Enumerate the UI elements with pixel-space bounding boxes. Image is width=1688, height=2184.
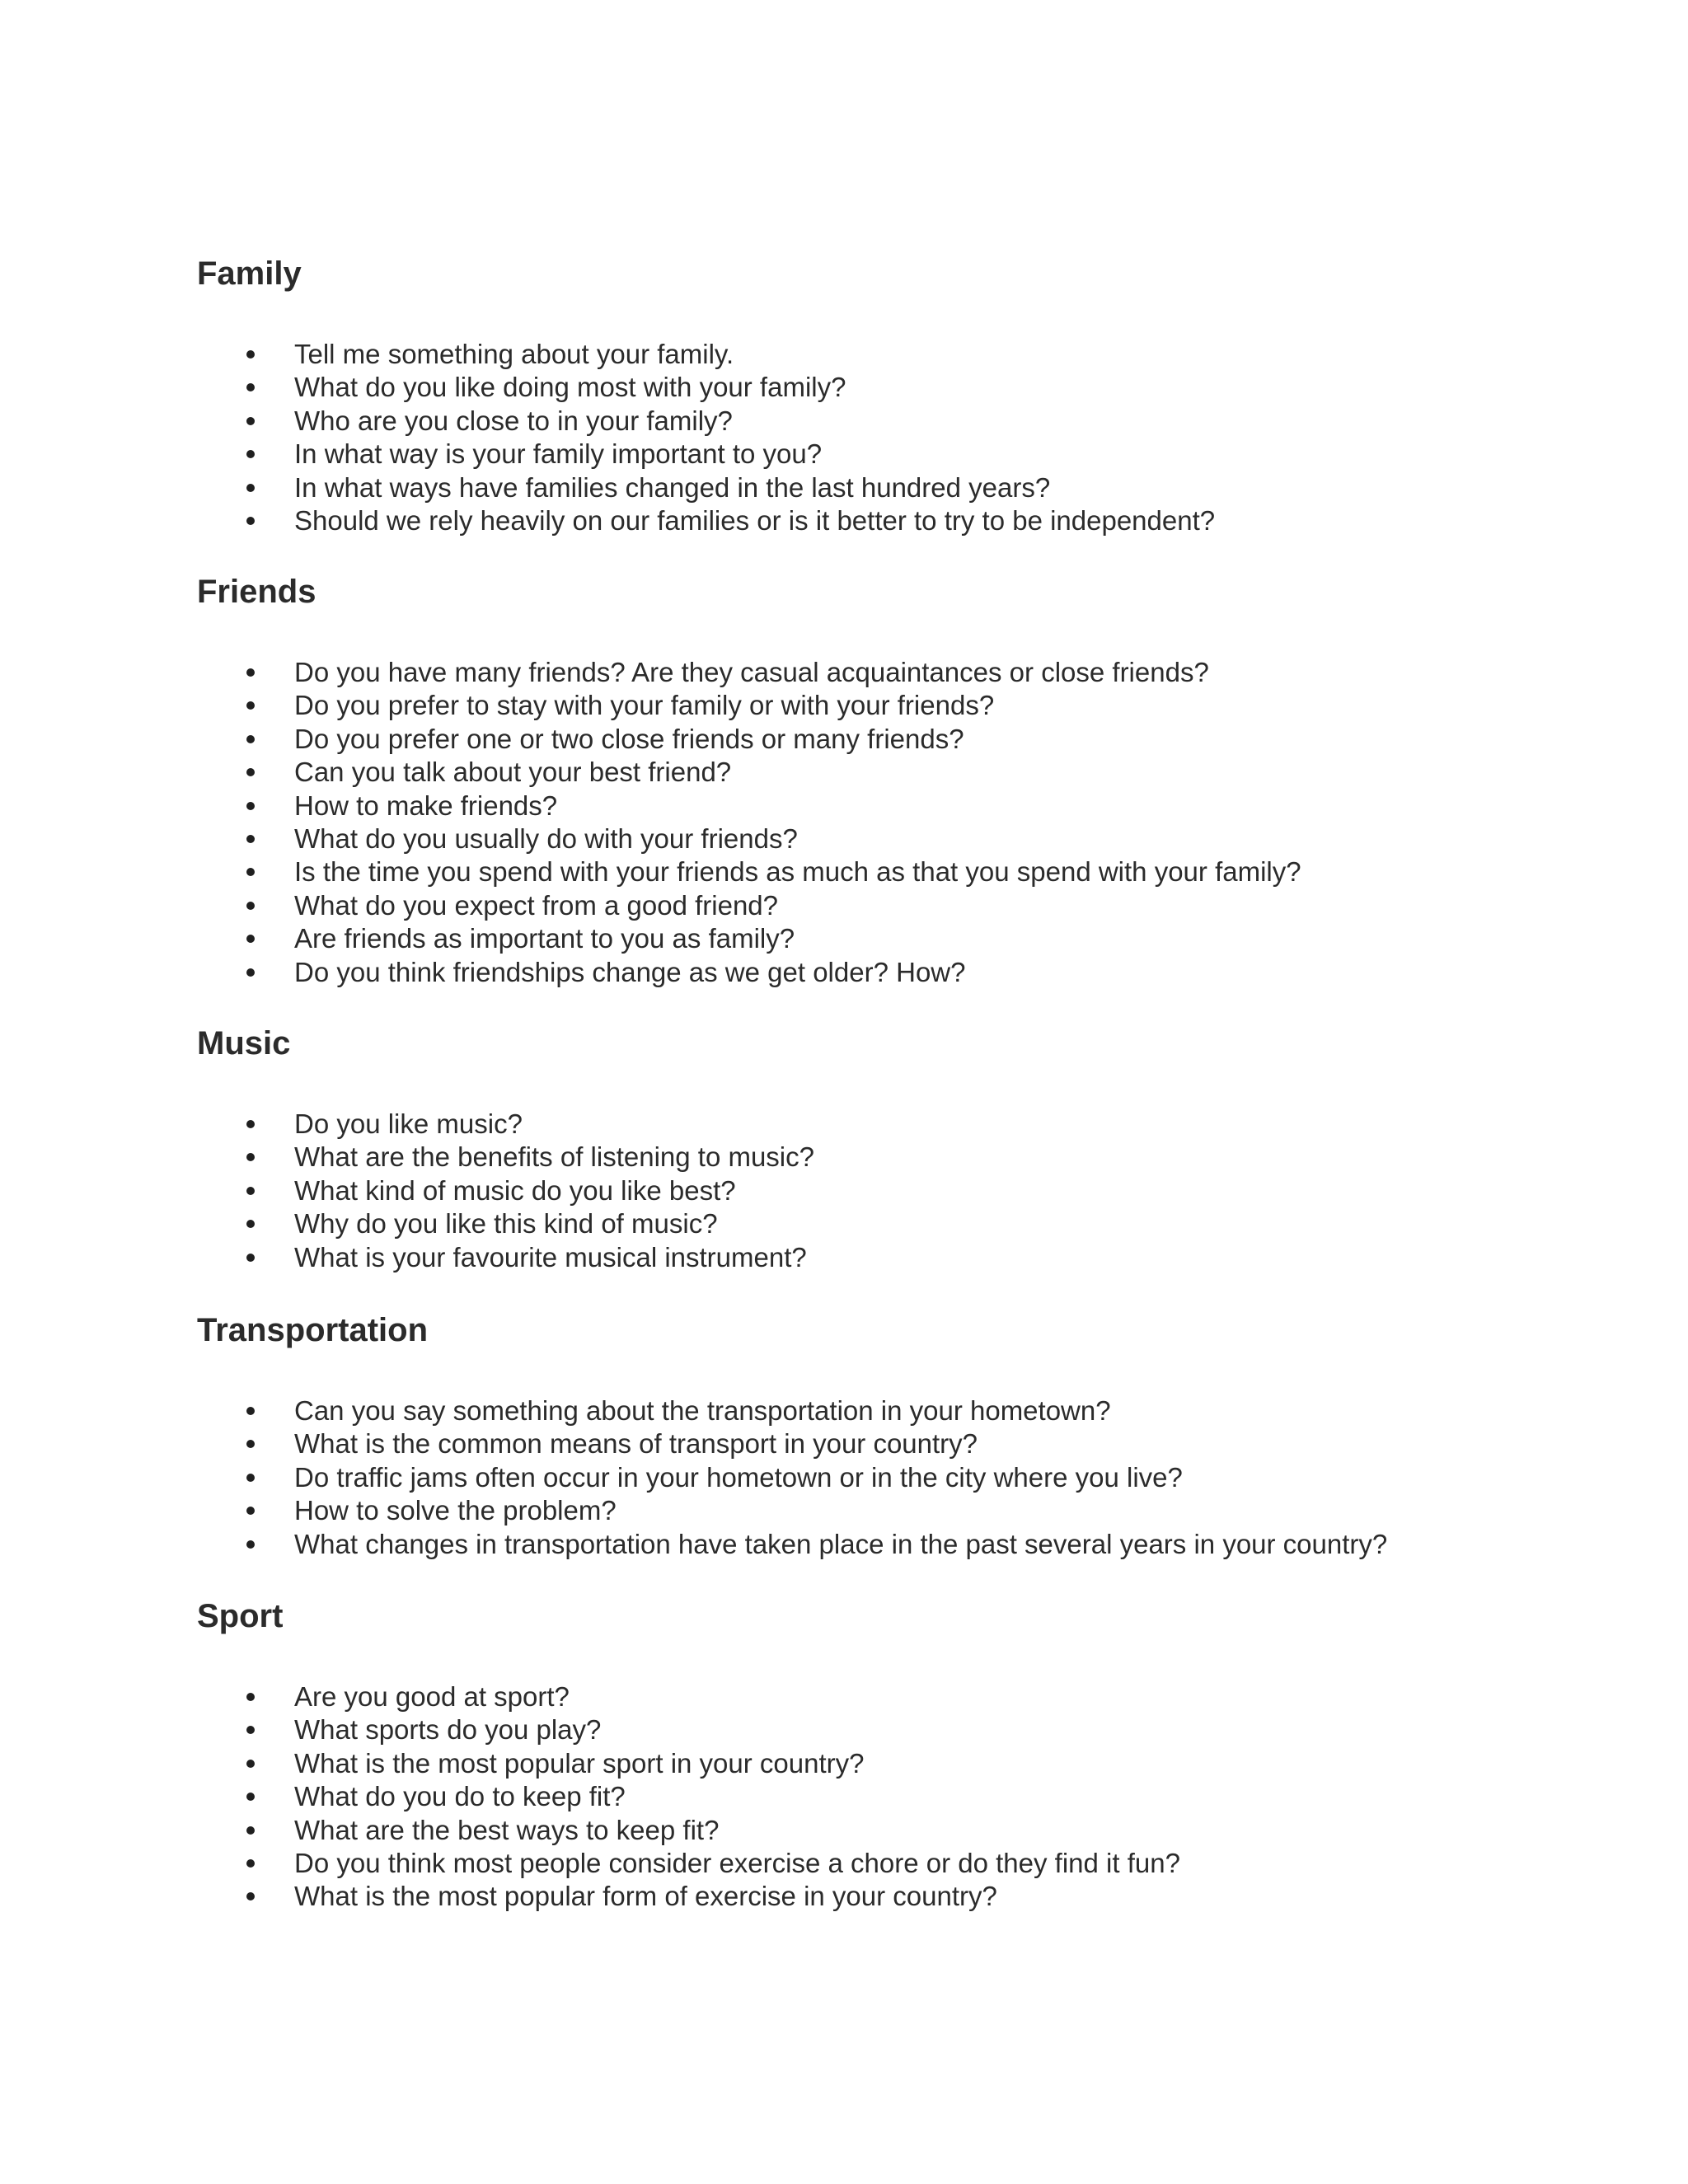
list-item: What sports do you play? — [197, 1713, 1598, 1746]
list-item: What kind of music do you like best? — [197, 1174, 1598, 1207]
list-item: Tell me something about your family. — [197, 338, 1598, 371]
section-title: Music — [197, 1025, 291, 1062]
question-list — [197, 1680, 1598, 1914]
section-friends — [197, 572, 1598, 987]
list-item: What do you like doing most with your family? — [197, 371, 1598, 404]
bullet-icon — [246, 935, 255, 943]
bullet-icon — [246, 517, 255, 525]
bullet-icon — [246, 835, 255, 843]
bullet-icon — [246, 1826, 255, 1835]
bullet-icon — [246, 1726, 255, 1734]
list-item: What is your favourite musical instrument? — [197, 1241, 1598, 1274]
bullet-icon — [246, 1407, 255, 1415]
list-item: Can you say something about the transportation in your hometown? — [197, 1394, 1598, 1427]
bullet-icon — [246, 1220, 255, 1228]
list-item: What do you usually do with your friends? — [197, 823, 1598, 855]
bullet-icon — [246, 735, 255, 743]
question-list — [197, 1108, 1598, 1274]
list-item: Do you like music? — [197, 1108, 1598, 1141]
bullet-icon — [246, 1120, 255, 1128]
bullet-icon — [246, 1254, 255, 1262]
list-item: Do you prefer one or two close friends or many friends? — [197, 723, 1598, 756]
bullet-icon — [246, 450, 255, 458]
section-transportation — [197, 1310, 1598, 1559]
list-item: In what way is your family important to you? — [197, 438, 1598, 471]
section-sport — [197, 1596, 1598, 1912]
section-title: Sport — [197, 1598, 284, 1634]
list-item: What do you do to keep fit? — [197, 1780, 1598, 1813]
bullet-icon — [246, 1474, 255, 1482]
list-item: In what ways have families changed in the last hundred years? — [197, 471, 1598, 504]
list-item: What is the most popular sport in your country? — [197, 1747, 1598, 1780]
list-item: What changes in transportation have taken place in the past several years in your country? — [197, 1528, 1598, 1561]
bullet-icon — [246, 868, 255, 876]
list-item: Who are you close to in your family? — [197, 405, 1598, 438]
section-music — [197, 1024, 1598, 1272]
bullet-icon — [246, 1859, 255, 1868]
list-item: Are friends as important to you as family? — [197, 922, 1598, 955]
bullet-icon — [246, 968, 255, 977]
list-item: What is the most popular form of exercise in your country? — [197, 1880, 1598, 1913]
bullet-icon — [246, 1187, 255, 1195]
question-list — [197, 338, 1598, 537]
list-item: What are the benefits of listening to music? — [197, 1141, 1598, 1174]
bullet-icon — [246, 1507, 255, 1515]
bullet-icon — [246, 1153, 255, 1161]
list-item: Do you think most people consider exercise a chore or do they find it fun? — [197, 1847, 1598, 1880]
list-item: Why do you like this kind of music? — [197, 1207, 1598, 1240]
question-list — [197, 656, 1598, 989]
section-title: Friends — [197, 574, 316, 610]
bullet-icon — [246, 802, 255, 810]
list-item: What is the common means of transport in your country? — [197, 1427, 1598, 1460]
bullet-icon — [246, 1693, 255, 1701]
list-item: Do you have many friends? Are they casual acquaintances or close friends? — [197, 656, 1598, 689]
list-item: How to make friends? — [197, 790, 1598, 823]
bullet-icon — [246, 902, 255, 910]
bullet-icon — [246, 1540, 255, 1549]
bullet-icon — [246, 1793, 255, 1801]
bullet-icon — [246, 668, 255, 677]
bullet-icon — [246, 383, 255, 391]
bullet-icon — [246, 484, 255, 492]
question-list — [197, 1394, 1598, 1561]
list-item: Do traffic jams often occur in your hometown or in the city where you live? — [197, 1461, 1598, 1494]
bullet-icon — [246, 1760, 255, 1768]
bullet-icon — [246, 701, 255, 710]
bullet-icon — [246, 1892, 255, 1900]
list-item: What are the best ways to keep fit? — [197, 1814, 1598, 1847]
section-title: Transportation — [197, 1312, 429, 1348]
list-item: Are you good at sport? — [197, 1680, 1598, 1713]
list-item: Should we rely heavily on our families or is it better to try to be independent? — [197, 504, 1598, 537]
bullet-icon — [246, 417, 255, 425]
list-item: Do you prefer to stay with your family or with your friends? — [197, 689, 1598, 722]
list-item: Is the time you spend with your friends as much as that you spend with your family? — [197, 855, 1598, 888]
bullet-icon — [246, 350, 255, 359]
list-item: Can you talk about your best friend? — [197, 756, 1598, 789]
list-item: How to solve the problem? — [197, 1494, 1598, 1527]
bullet-icon — [246, 768, 255, 776]
section-family — [197, 254, 1598, 536]
list-item: Do you think friendships change as we get older? How? — [197, 956, 1598, 989]
bullet-icon — [246, 1440, 255, 1448]
section-title: Family — [197, 255, 302, 292]
list-item: What do you expect from a good friend? — [197, 889, 1598, 922]
